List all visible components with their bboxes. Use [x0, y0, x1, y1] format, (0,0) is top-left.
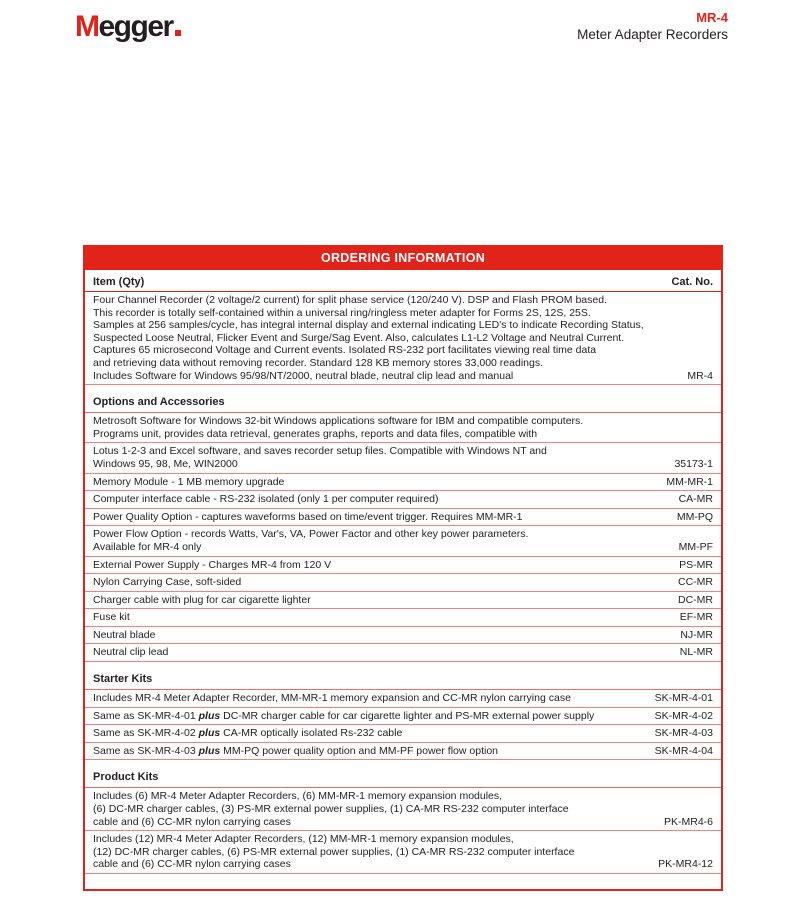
catalog-number: SK-MR-4-03 — [654, 727, 713, 740]
item-description: Fuse kit — [93, 611, 130, 624]
item-description: Computer interface cable - RS-232 isolated (only 1 per computer required) — [93, 493, 439, 506]
table-row — [85, 443, 721, 473]
column-header-cat: Cat. No. — [671, 276, 713, 288]
table-body — [85, 292, 721, 874]
table-section — [85, 769, 721, 874]
catalog-number: PK-MR4-6 — [663, 815, 713, 828]
header-right — [577, 10, 728, 43]
item-description: Lotus 1-2-3 and Excel software, and saves recorder setup files. Compatible with Windows NT and Windows 95, 98, Me, WIN2000 — [93, 445, 547, 470]
item-description: Charger cable with plug for car cigarette lighter — [93, 593, 311, 606]
item-description: Nylon Carrying Case, soft-sided — [93, 576, 242, 589]
item-description: Metrosoft Software for Windows 32-bit Windows applications software for IBM and compatible computers. Programs unit, provides data retrieval, generates graphs, reports and data files, compatible with — [93, 415, 584, 440]
table-row — [85, 491, 721, 509]
product-model: MR-4 — [696, 10, 728, 25]
catalog-number: DC-MR — [678, 593, 713, 606]
item-description: Power Flow Option - records Watts, Var's, VA, Power Factor and other key power parameters. Available for MR-4 only — [93, 528, 529, 553]
table-row — [85, 743, 721, 761]
catalog-number: CA-MR — [678, 493, 713, 506]
table-row — [85, 574, 721, 592]
catalog-number: MM-PF — [678, 540, 713, 553]
section-title: Product Kits — [85, 769, 721, 788]
table-row — [85, 708, 721, 726]
item-description: Same as SK-MR-4-01 plus DC-MR charger cable for car cigarette lighter and PS-MR external power supply — [93, 709, 595, 722]
catalog-number: SK-MR-4-01 — [654, 692, 713, 705]
catalog-number: MR-4 — [687, 369, 713, 382]
page-header — [75, 10, 728, 60]
megger-logo — [75, 12, 181, 42]
catalog-number: PK-MR4-12 — [658, 858, 713, 871]
catalog-number: NJ-MR — [680, 628, 713, 641]
catalog-number: CC-MR — [678, 576, 713, 589]
section-title: Starter Kits — [85, 671, 721, 690]
catalog-number: EF-MR — [679, 611, 713, 624]
logo-dot — [175, 30, 181, 36]
item-description: Includes (6) MR-4 Meter Adapter Recorders, (6) MM-MR-1 memory expansion modules, (6) DC-MR charger cables, (3) PS-MR external power supplies, (1) CA-MR RS-232 computer interface cable and (6) CC-MR nylon carrying cases — [93, 790, 569, 828]
catalog-number: MM-PQ — [676, 510, 713, 523]
table-section — [85, 292, 721, 385]
item-description: Includes (12) MR-4 Meter Adapter Recorders, (12) MM-MR-1 memory expansion modules, (12) DC-MR charger cables, (6) PS-MR external power supplies, (1) CA-MR RS-232 computer interface cable and (6) CC-MR nylon carrying cases — [93, 833, 575, 871]
table-row — [85, 609, 721, 627]
item-description: Memory Module - 1 MB memory upgrade — [93, 475, 285, 488]
table-row — [85, 627, 721, 645]
table-row — [85, 831, 721, 874]
item-description: Neutral clip lead — [93, 646, 169, 659]
table-row — [85, 592, 721, 610]
logo-letter-m: M — [75, 10, 99, 43]
table-row — [85, 644, 721, 662]
ordering-table — [83, 245, 723, 891]
catalog-number: SK-MR-4-02 — [654, 709, 713, 722]
item-description: Four Channel Recorder (2 voltage/2 current) for split phase service (120/240 V). DSP and Flash PROM based. This recorder is totally self-contained within a universal ring/ringless meter adapter for Forms 2S, 12S, 25S. Samples at 256 samples/cycle, has integral internal display and external indicating LED's to indicate Recording Status, Suspected Loose Neutral, Flicker Event and Surge/Sag Event. Also, calculates L1-L2 Voltage and Neutral Current. Captures 65 microsecond Voltage and Current events. Isolated RS-232 port facilitates viewing real time data and retrieving data without removing recorder. Standard 128 KB memory stores 33,000 readings. Includes Software for Windows 95/98/NT/2000, neutral blade, neutral clip lead and manual — [93, 294, 644, 382]
catalog-number: NL-MR — [679, 646, 713, 659]
table-section — [85, 394, 721, 662]
section-title: Options and Accessories — [85, 394, 721, 413]
table-title-bar: ORDERING INFORMATION — [85, 247, 721, 270]
table-row — [85, 292, 721, 385]
table-row — [85, 413, 721, 443]
table-section — [85, 671, 721, 760]
table-column-header — [85, 270, 721, 292]
table-row — [85, 788, 721, 831]
column-header-item: Item (Qty) — [93, 276, 145, 288]
table-row — [85, 509, 721, 527]
catalog-number: MM-MR-1 — [666, 475, 713, 488]
item-description: External Power Supply - Charges MR-4 from 120 V — [93, 558, 332, 571]
table-row — [85, 690, 721, 708]
catalog-number: SK-MR-4-04 — [654, 744, 713, 757]
item-description: Same as SK-MR-4-03 plus MM-PQ power quality option and MM-PF power flow option — [93, 744, 498, 757]
catalog-number: 35173-1 — [674, 457, 713, 470]
logo-letters-rest: egger — [98, 10, 173, 43]
table-row — [85, 725, 721, 743]
item-description: Neutral blade — [93, 628, 156, 641]
item-description: Includes MR-4 Meter Adapter Recorder, MM-MR-1 memory expansion and CC-MR nylon carrying case — [93, 692, 571, 705]
catalog-number: PS-MR — [679, 558, 713, 571]
item-description: Same as SK-MR-4-02 plus CA-MR optically isolated Rs-232 cable — [93, 727, 403, 740]
table-row — [85, 474, 721, 492]
table-row — [85, 526, 721, 556]
table-row — [85, 557, 721, 575]
item-description: Power Quality Option - captures waveforms based on time/event trigger. Requires MM-MR-1 — [93, 510, 523, 523]
product-subtitle: Meter Adapter Recorders — [577, 27, 728, 42]
